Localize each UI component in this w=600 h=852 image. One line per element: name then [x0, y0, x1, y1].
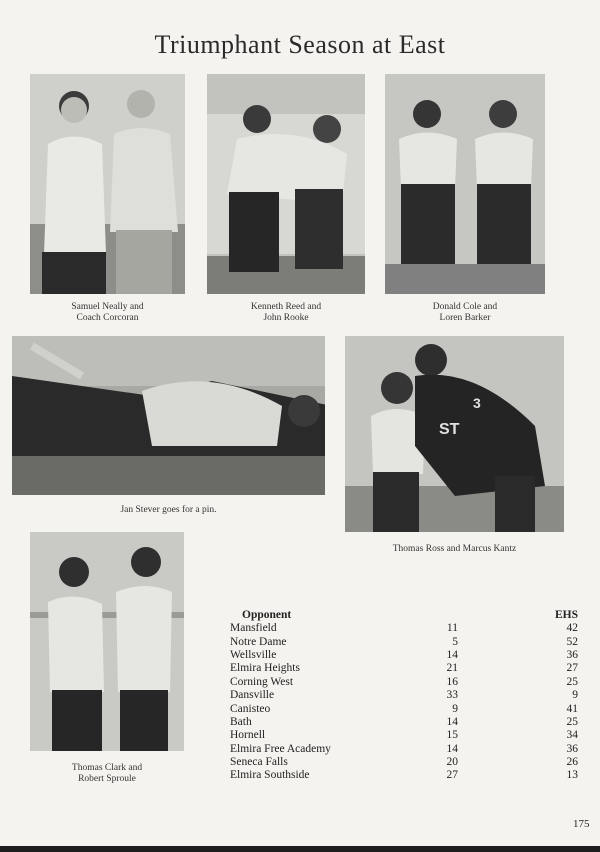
opponent-name: Corning West	[230, 675, 294, 688]
jersey-number: 3	[473, 395, 481, 411]
photo-ross-kantz	[345, 336, 564, 532]
ehs-score: 36	[566, 648, 578, 661]
opponent-score: 14	[446, 648, 458, 661]
opponent-score: 11	[446, 622, 458, 635]
table-row	[230, 662, 578, 675]
page-number: 175	[573, 818, 590, 830]
opponent-name: Dansville	[230, 689, 275, 702]
opponent-name: Canisteo	[230, 702, 271, 715]
table-row	[230, 676, 578, 689]
opponent-name: Elmira Southside	[230, 769, 310, 782]
table-row	[230, 622, 578, 635]
ehs-score: 9	[572, 689, 578, 702]
opponent-score: 5	[452, 635, 458, 648]
caption-ross-kantz: Thomas Ross and Marcus Kantz	[392, 544, 517, 554]
photo-reed-rooke	[207, 74, 365, 294]
season-scores-table	[230, 608, 578, 783]
ehs-score: 26	[566, 756, 578, 769]
opponent-name: Seneca Falls	[230, 756, 288, 769]
photo-clark-sproule	[30, 532, 184, 751]
opponent-name: Notre Dame	[230, 635, 287, 648]
caption-stever-pin: Jan Stever goes for a pin.	[120, 505, 217, 515]
header-ehs: EHS	[554, 609, 578, 621]
jersey-letters: ST	[439, 421, 460, 438]
table-row	[230, 716, 578, 729]
ehs-score: 25	[566, 675, 578, 688]
ehs-score: 42	[566, 622, 578, 635]
caption-cole-barker: Donald Cole and Loren Barker	[432, 302, 498, 323]
opponent-name: Bath	[230, 715, 252, 728]
opponent-score: 27	[446, 769, 458, 782]
caption-neally-corcoran: Samuel Neally and Coach Corcoran	[71, 302, 144, 323]
ehs-score: 41	[566, 702, 578, 715]
caption-clark-sproule: Thomas Clark and Robert Sproule	[71, 763, 143, 784]
opponent-score: 16	[446, 675, 458, 688]
table-row	[230, 689, 578, 702]
header-opponent: Opponent	[242, 609, 292, 621]
opponent-score: 20	[446, 756, 458, 769]
opponent-score: 14	[446, 715, 458, 728]
opponent-score: 15	[446, 729, 458, 742]
opponent-name: Hornell	[230, 729, 266, 742]
table-row	[230, 756, 578, 769]
table-row	[230, 769, 578, 782]
page-title: Triumphant Season at East	[154, 30, 446, 59]
table-row	[230, 635, 578, 648]
opponent-name: Wellsville	[230, 648, 277, 661]
page-bottom-edge	[0, 846, 600, 852]
ehs-score: 36	[566, 742, 578, 755]
opponent-score: 33	[446, 689, 458, 702]
table-row	[230, 649, 578, 662]
photo-stever-pin	[12, 336, 325, 495]
ehs-score: 27	[566, 662, 578, 675]
photo-neally-corcoran	[30, 74, 185, 294]
opponent-name: Elmira Heights	[230, 662, 300, 675]
table-row	[230, 729, 578, 742]
ehs-score: 25	[566, 715, 578, 728]
caption-reed-rooke: Kenneth Reed and John Rooke	[250, 302, 322, 323]
opponent-score: 14	[446, 742, 458, 755]
table-row	[230, 702, 578, 715]
table-row	[230, 743, 578, 756]
opponent-name: Mansfield	[230, 622, 277, 635]
ehs-score: 52	[566, 635, 578, 648]
opponent-score: 21	[446, 662, 458, 675]
opponent-name: Elmira Free Academy	[230, 742, 331, 755]
ehs-score: 34	[566, 729, 578, 742]
table-header-row	[230, 608, 578, 622]
photo-cole-barker	[385, 74, 545, 294]
opponent-score: 9	[452, 702, 458, 715]
ehs-score: 13	[566, 769, 578, 782]
